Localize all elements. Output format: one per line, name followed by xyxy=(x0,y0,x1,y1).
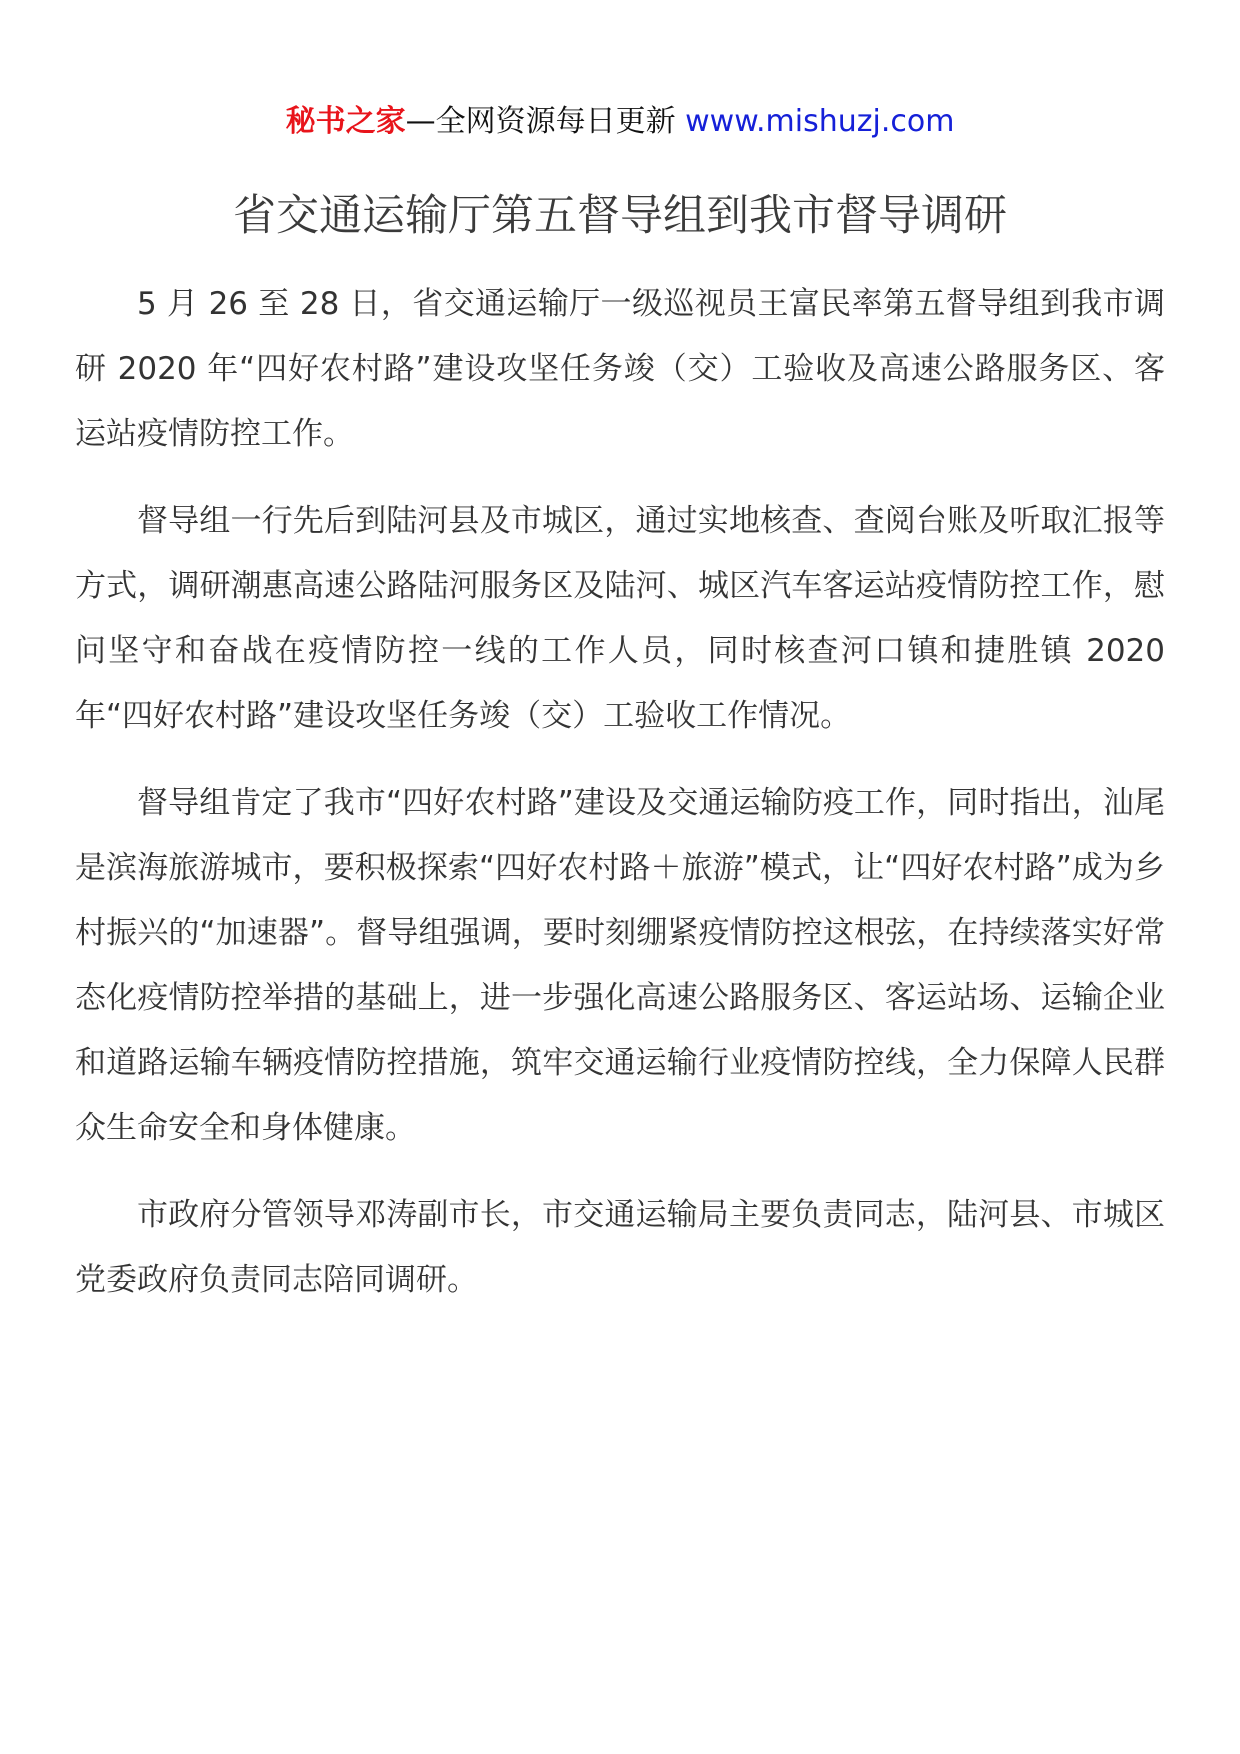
banner-tagline: —全网资源每日更新 xyxy=(405,104,686,139)
site-url-link[interactable]: www.mishuzj.com xyxy=(685,104,955,139)
article-title: 省交通运输厅第五督导组到我市督导调研 xyxy=(233,191,1007,241)
paragraph-1: 5 月 26 至 28 日，省交通运输厅一级巡视员王富民率第五督导组到我市调研 2020 年“四好农村路”建设攻坚任务竣（交）工验收及高速公路服务区、客运站疫情防控工作。 xyxy=(75,286,1165,452)
paragraph-4: 市政府分管领导邓涛副市长，市交通运输局主要负责同志，陆河县、市城区党委政府负责同志陪同调研。 xyxy=(75,1197,1165,1298)
paragraph-3: 督导组肯定了我市“四好农村路”建设及交通运输防疫工作，同时指出，汕尾是滨海旅游城市，要积极探索“四好农村路＋旅游”模式，让“四好农村路”成为乡村振兴的“加速器”。督导组强调，要时刻绷紧疫情防控这根弦，在持续落实好常态化疫情防控举措的基础上，进一步强化高速公路服务区、客运站场、运输企业和道路运输车辆疫情防控措施，筑牢交通运输行业疫情防控线，全力保障人民群众生命安全和身体健康。 xyxy=(75,785,1165,1146)
site-banner xyxy=(0,100,1240,144)
article-body xyxy=(75,272,1165,1403)
brand-name: 秘书之家 xyxy=(285,104,406,139)
paragraph-2: 督导组一行先后到陆河县及市城区，通过实地核查、查阅台账及听取汇报等方式，调研潮惠高速公路陆河服务区及陆河、城区汽车客运站疫情防控工作，慰问坚守和奋战在疫情防控一线的工作人员，同时核查河口镇和捷胜镇 2020 年“四好农村路”建设攻坚任务竣（交）工验收工作情况。 xyxy=(75,503,1165,734)
